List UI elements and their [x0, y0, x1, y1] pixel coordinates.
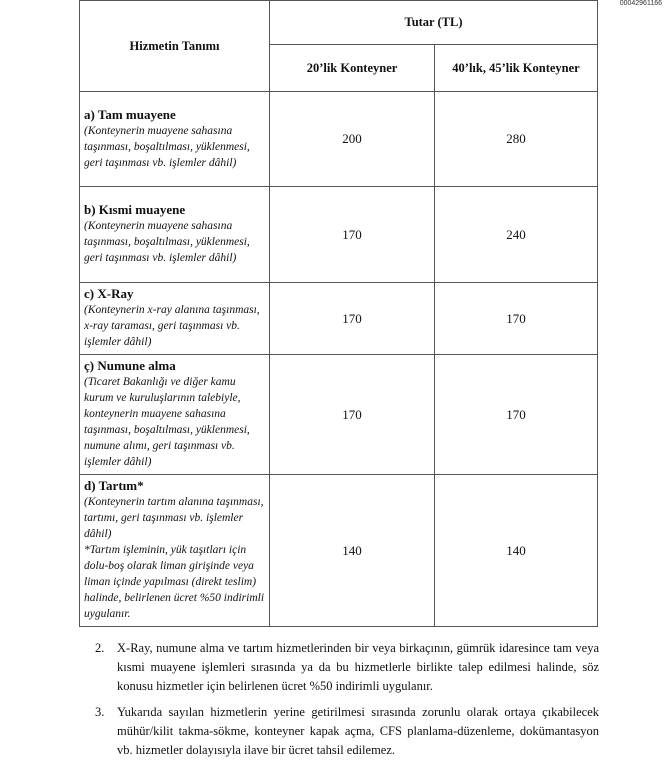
service-description [80, 92, 270, 187]
table-row [80, 475, 598, 627]
price-20ft: 170 [270, 187, 435, 283]
header-20ft: 20’lik Konteyner [270, 45, 435, 92]
table-header-row [80, 1, 598, 45]
table-row [80, 187, 598, 283]
header-40ft: 40’lık, 45’lik Konteyner [435, 45, 598, 92]
note-item [89, 639, 599, 696]
document-number: 00042961166 [619, 0, 662, 7]
price-20ft: 140 [270, 475, 435, 627]
price-40ft: 170 [435, 355, 598, 475]
service-title: d) Tartım* [84, 478, 144, 493]
service-description [80, 355, 270, 475]
price-40ft: 240 [435, 187, 598, 283]
price-40ft: 140 [435, 475, 598, 627]
service-description [80, 475, 270, 627]
note-text: Yukarıda sayılan hizmetlerin yerine getirilmesi sırasında zorunlu olarak ortaya çıkabilecek mühür/kilit takma-sökme, konteyner kapak açma, CFS planlama-düzenleme, dokümantasyon vb. hizmetler dolayısıyla ilave bir ücret tahsil edilemez. [117, 705, 599, 757]
notes-list [89, 639, 599, 767]
table-row [80, 92, 598, 187]
service-note: (Konteynerin muayene sahasına taşınması, boşaltılması, yüklenmesi, geri taşınması vb. işlemler dâhil) [84, 220, 250, 264]
header-amount: Tutar (TL) [270, 1, 598, 45]
note-number: 3. [95, 705, 105, 719]
service-title: a) Tam muayene [84, 106, 176, 122]
service-footnote: *Tartım işleminin, yük taşıtları için dolu-boş olarak liman girişinde veya liman içinde yapılması (direkt teslim) halinde, belirlenen ücret %50 indirimli uygulanır. [84, 544, 265, 620]
price-20ft: 200 [270, 92, 435, 187]
service-note: (Ticaret Bakanlığı ve diğer kamu kurum ve kuruluşlarının talebiyle, konteynerin muayene sahasına taşınması, boşaltılması, yüklenmesi, numune alımı, geri taşınması vb. işlemler dâhil) [84, 376, 250, 468]
header-description: Hizmetin Tanımı [80, 1, 270, 92]
note-number: 2. [95, 641, 105, 655]
table-row [80, 355, 598, 475]
price-20ft: 170 [270, 283, 435, 355]
fee-table [79, 0, 598, 627]
service-note: (Konteynerin muayene sahasına taşınması, boşaltılması, yüklenmesi, geri taşınması vb. işlemler dâhil) [84, 124, 250, 169]
service-title: ç) Numune alma [84, 358, 176, 373]
table-row [80, 283, 598, 355]
note-text: X-Ray, numune alma ve tartım hizmetlerinden bir veya birkaçının, gümrük idaresince tam veya kısmi muayene işlemleri sırasında ya da bu hizmetlerle birlikte talep edilmesi halinde, söz konusu hizmetler için belirlenen ücret %50 indirimli uygulanır. [117, 641, 599, 693]
price-40ft: 170 [435, 283, 598, 355]
service-description [80, 187, 270, 283]
service-description [80, 283, 270, 355]
price-20ft: 170 [270, 355, 435, 475]
service-title: b) Kısmi muayene [84, 202, 186, 217]
note-item [89, 703, 599, 760]
service-title: c) X-Ray [84, 286, 134, 301]
service-note: (Konteynerin x-ray alanına taşınması, x-ray taraması, geri taşınması vb. işlemler dâhil) [84, 304, 260, 348]
service-note: (Konteynerin tartım alanına taşınması, tartımı, geri taşınması vb. işlemler dâhil) [84, 496, 264, 540]
price-40ft: 280 [435, 92, 598, 187]
